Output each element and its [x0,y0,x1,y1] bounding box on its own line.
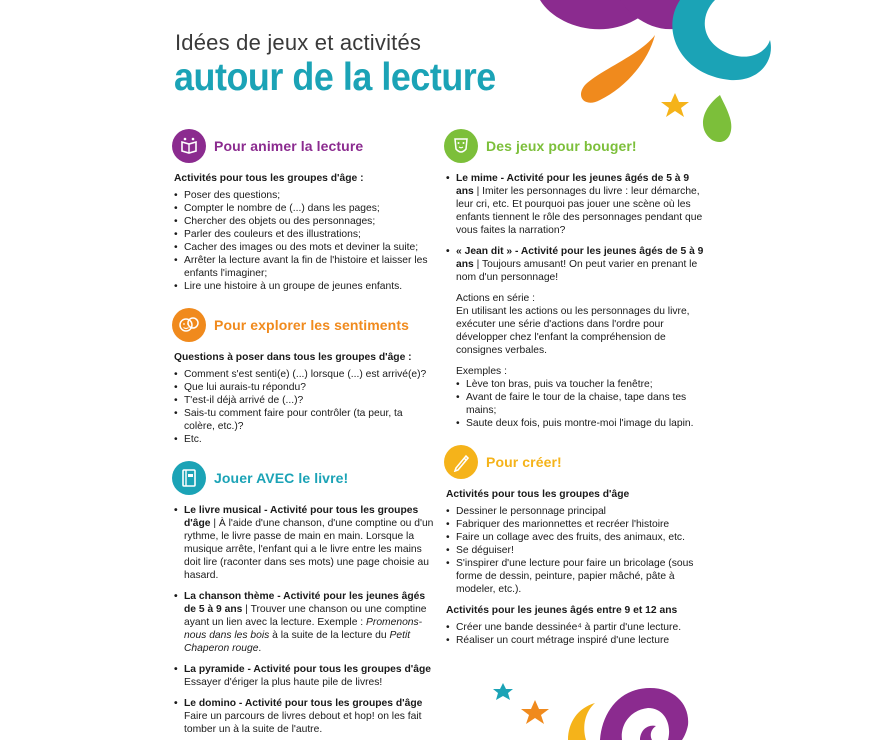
activity-lead: « Jean dit » - Activité pour les jeunes âgés de 5 à 9 ans [456,246,704,270]
activity-text: Essayer d'ériger la plus haute pile de livres! [184,677,383,688]
list-item: • Se déguiser! [446,544,709,557]
bullet-list [444,505,709,596]
section-subtitle: Questions à poser dans tous les groupes d'âge : [174,352,412,363]
list-item: • Cacher des images ou des mots et deviner la suite; [174,241,434,254]
activity-lead: La pyramide - Activité pour tous les groupes d'âge [184,664,431,675]
list-item: • Sais-tu comment faire pour contrôler (ta peur, ta colère, etc.)? [174,407,434,433]
list-item: • Dessiner le personnage principal [446,505,709,518]
list-item: • Faire un collage avec des fruits, des animaux, etc. [446,531,709,544]
list-item: • Lève ton bras, puis va toucher la fenêtre; [456,378,709,391]
section-header [444,444,709,480]
activity-item [174,504,434,582]
list-item: • T'est-il déjà arrivé de (...)? [174,394,434,407]
examples-title: Exemples : [456,366,507,377]
list-item: • Compter le nombre de (...) dans les pages; [174,202,434,215]
section-creer [444,444,709,647]
activity-text: | Toujours amusant! On peut varier en prenant le nom d'un personnage! [456,259,698,283]
activity-text: | Trouver une chanson ou une comptine ayant un lien avec la lecture. Exemple : [184,604,427,628]
book-icon [172,461,206,495]
section-jouer-livre [172,460,434,736]
section-header [172,460,434,496]
bullet-list [172,368,434,446]
orange-star-bottom [521,700,549,724]
title-line-1: Idées de jeux et activités [175,30,422,55]
section-subtitle: Activités pour tous les groupes d'âge [446,489,630,500]
activity-item [446,245,709,284]
list-item: • Chercher des objets ou des personnages; [174,215,434,228]
activity-text: | Imiter les personnages du livre : leur démarche, leur cri, etc. Et pourquoi pas jouer une scène où les enfants tiennent le rôle des personnages pendant que vous faites la narration? [456,186,703,236]
activity-list [444,172,709,284]
bullet-list [444,621,709,647]
list-item: • Arrêter la lecture avant la fin de l'histoire et laisser les enfants l'imaginer; [174,254,434,280]
activity-lead: La chanson thème - Activité pour les jeunes âgés de 5 à 9 ans [184,591,426,615]
section-title: Pour créer! [486,453,562,470]
section-title: Des jeux pour bouger! [486,137,637,154]
activity-lead: Le mime - Activité pour les jeunes âgés de 5 à 9 ans [456,173,690,197]
activity-lead: Le domino - Activité pour tous les groupes d'âge [184,698,423,709]
section-subtitle: Activités pour les jeunes âgés entre 9 et 12 ans [446,605,678,616]
section-header [172,128,434,164]
section-subtitle: Activités pour tous les groupes d'âge : [174,173,364,184]
activity-text: à la suite de la lecture du [269,630,390,641]
activity-item [174,663,434,689]
list-item: • Parler des couleurs et des illustrations; [174,228,434,241]
purple-swirl-bottom-small [640,726,656,740]
list-item: • Créer une bande dessinée⁴ à partir d'une lecture. [446,621,709,634]
activity-list [172,504,434,736]
list-item: • Etc. [174,433,434,446]
series-title: Actions en série : [456,293,535,304]
section-title: Jouer AVEC le livre! [214,469,349,486]
series-text: En utilisant les actions ou les personnages du livre, exécuter une série d'actions dans l'ordre pour développer chez l'enfant la compréhension de consignes verbales. [456,306,690,356]
list-item: • Comment s'est senti(e) (...) lorsque (...) est arrivé(e)? [174,368,434,381]
list-item: • Que lui aurais-tu répondu? [174,381,434,394]
mime-icon [444,129,478,163]
yellow-swirl-bottom [568,703,595,740]
yellow-star [661,93,689,117]
activity-text: | À l'aide d'une chanson, d'une comptine ou d'un rythme, le livre passe de main en main. Lorsque la musique arrête, l'enfant qui a le livre entre les mains doit lire (raconter dans ses mots) une page choisie au hasard. [184,518,434,581]
section-header [172,307,434,343]
section-sentiments [172,307,434,446]
activity-item [174,590,434,655]
section-animer [172,128,434,293]
list-item: • Poser des questions; [174,189,434,202]
section-bouger [444,128,709,430]
activity-item [174,697,434,736]
list-item: • S'inspirer d'une lecture pour faire un bricolage (sous forme de dessin, peinture, papier mâché, pâte à modeler, etc.). [446,557,709,596]
faces-icon [172,308,206,342]
left-column [172,128,434,740]
teal-swirl [672,0,771,80]
activity-text: Faire un parcours de livres debout et hop! on les fait tomber un à la suite de l'autre. [184,711,422,735]
activity-italic: Petit Chaperon rouge [184,630,411,654]
examples-list [454,378,709,430]
pencil-icon [444,445,478,479]
teal-star-bottom [493,683,513,700]
activity-lead: Le livre musical - Activité pour tous les groupes d'âge [184,505,419,529]
bullet-list [172,189,434,293]
list-item: • Lire une histoire à un groupe de jeunes enfants. [174,280,434,293]
section-header [444,128,709,164]
list-item: • Fabriquer des marionnettes et recréer l'histoire [446,518,709,531]
orange-drop [581,35,655,103]
book-hands-icon [172,129,206,163]
list-item: • Réaliser un court métrage inspiré d'une lecture [446,634,709,647]
section-title: Pour explorer les sentiments [214,316,409,333]
title-line-2: autour de la lecture [174,56,496,99]
right-column [444,128,709,661]
activity-item [446,172,709,237]
section-title: Pour animer la lecture [214,137,364,154]
activity-text: . [258,643,262,654]
activity-italic: Promenons-nous dans les bois [184,617,423,641]
list-item: • Avant de faire le tour de la chaise, tape dans tes mains; [456,391,709,417]
list-item: • Saute deux fois, puis montre-moi l'image du lapin. [456,417,709,430]
